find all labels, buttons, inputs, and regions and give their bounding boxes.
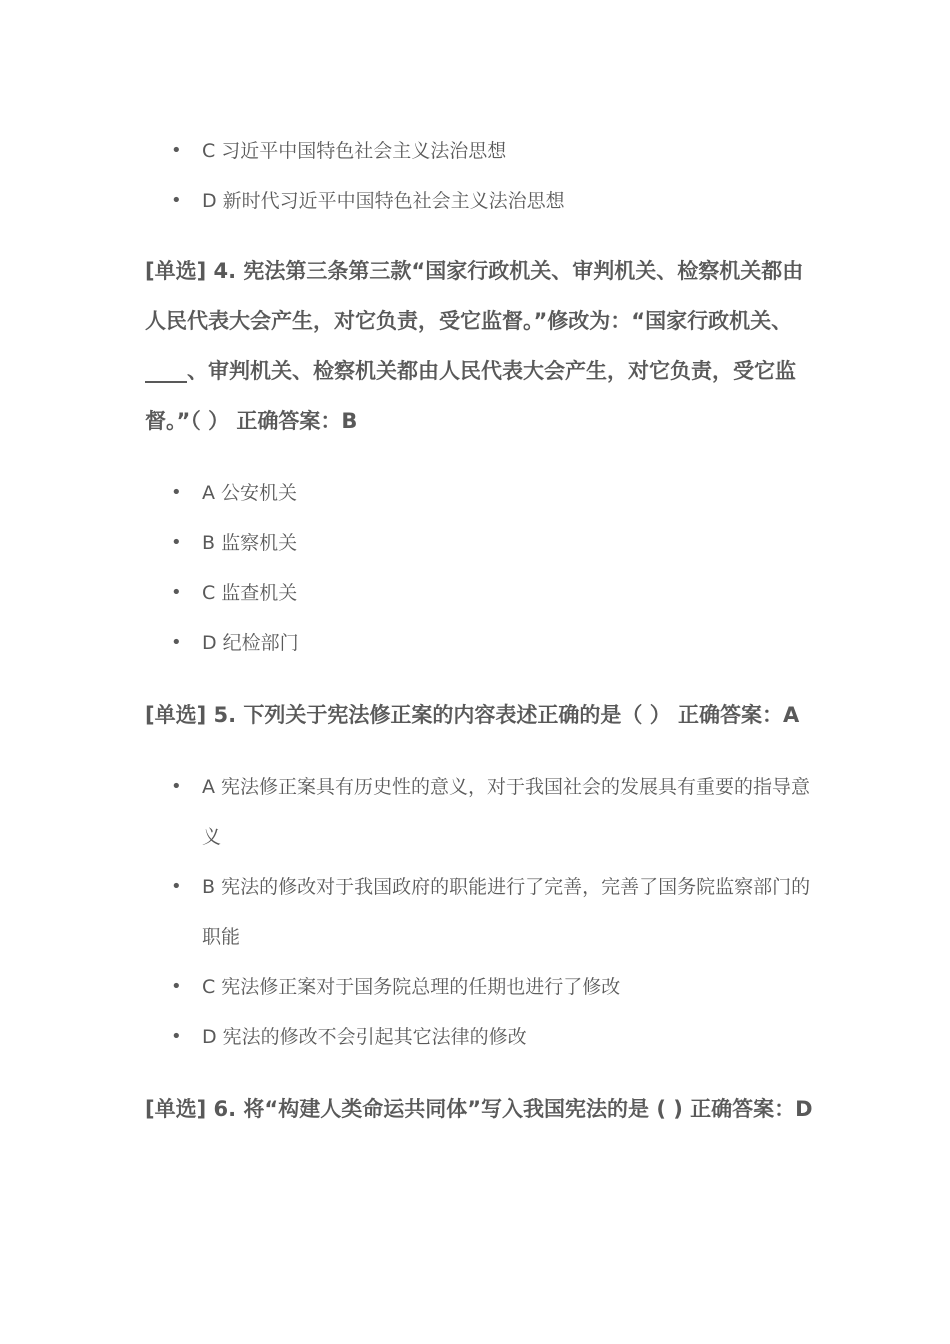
option-item: • C 习近平中国特色社会主义法治思想 xyxy=(145,126,815,176)
option-item: • B 监察机关 xyxy=(145,518,815,568)
question-4: [单选] 4. 宪法第三条第三款“国家行政机关、审判机关、检察机关都由人民代表大会产生，对它负责，受它监督。”修改为：“国家行政机关、____、审判机关、检察机关都由人民代表大会产生，对它负责，受它监督。”（ ） 正确答案：B xyxy=(145,259,804,433)
option-list-q5 xyxy=(145,762,815,1062)
option-item: • C 宪法修正案对于国务院总理的任期也进行了修改 xyxy=(145,962,815,1012)
bullet-icon: • xyxy=(171,632,182,653)
option-item: • D 新时代习近平中国特色社会主义法治思想 xyxy=(145,176,815,226)
question-6: [单选] 6. 将“构建人类命运共同体”写入我国宪法的是 ( ) 正确答案：D xyxy=(145,1097,813,1121)
option-item: • D 纪检部门 xyxy=(145,618,815,668)
bullet-icon: • xyxy=(171,190,182,211)
bullet-icon: • xyxy=(171,976,182,997)
option-item: • B 宪法的修改对于我国政府的职能进行了完善，完善了国务院监察部门的职能 xyxy=(145,862,815,962)
bullet-icon: • xyxy=(171,532,182,553)
option-list-q3 xyxy=(145,126,815,226)
bullet-icon: • xyxy=(171,876,182,897)
bullet-icon: • xyxy=(171,482,182,503)
question-5: [单选] 5. 下列关于宪法修正案的内容表述正确的是（ ） 正确答案：A xyxy=(145,703,800,727)
bullet-icon: • xyxy=(171,140,182,161)
option-list-q4 xyxy=(145,468,815,668)
option-item: • D 宪法的修改不会引起其它法律的修改 xyxy=(145,1012,815,1062)
option-item: • A 宪法修正案具有历史性的意义，对于我国社会的发展具有重要的指导意义 xyxy=(145,762,815,862)
bullet-icon: • xyxy=(171,582,182,603)
bullet-icon: • xyxy=(171,776,182,797)
option-item: • A 公安机关 xyxy=(145,468,815,518)
document-page xyxy=(145,126,815,1134)
option-item: • C 监查机关 xyxy=(145,568,815,618)
bullet-icon: • xyxy=(171,1026,182,1047)
